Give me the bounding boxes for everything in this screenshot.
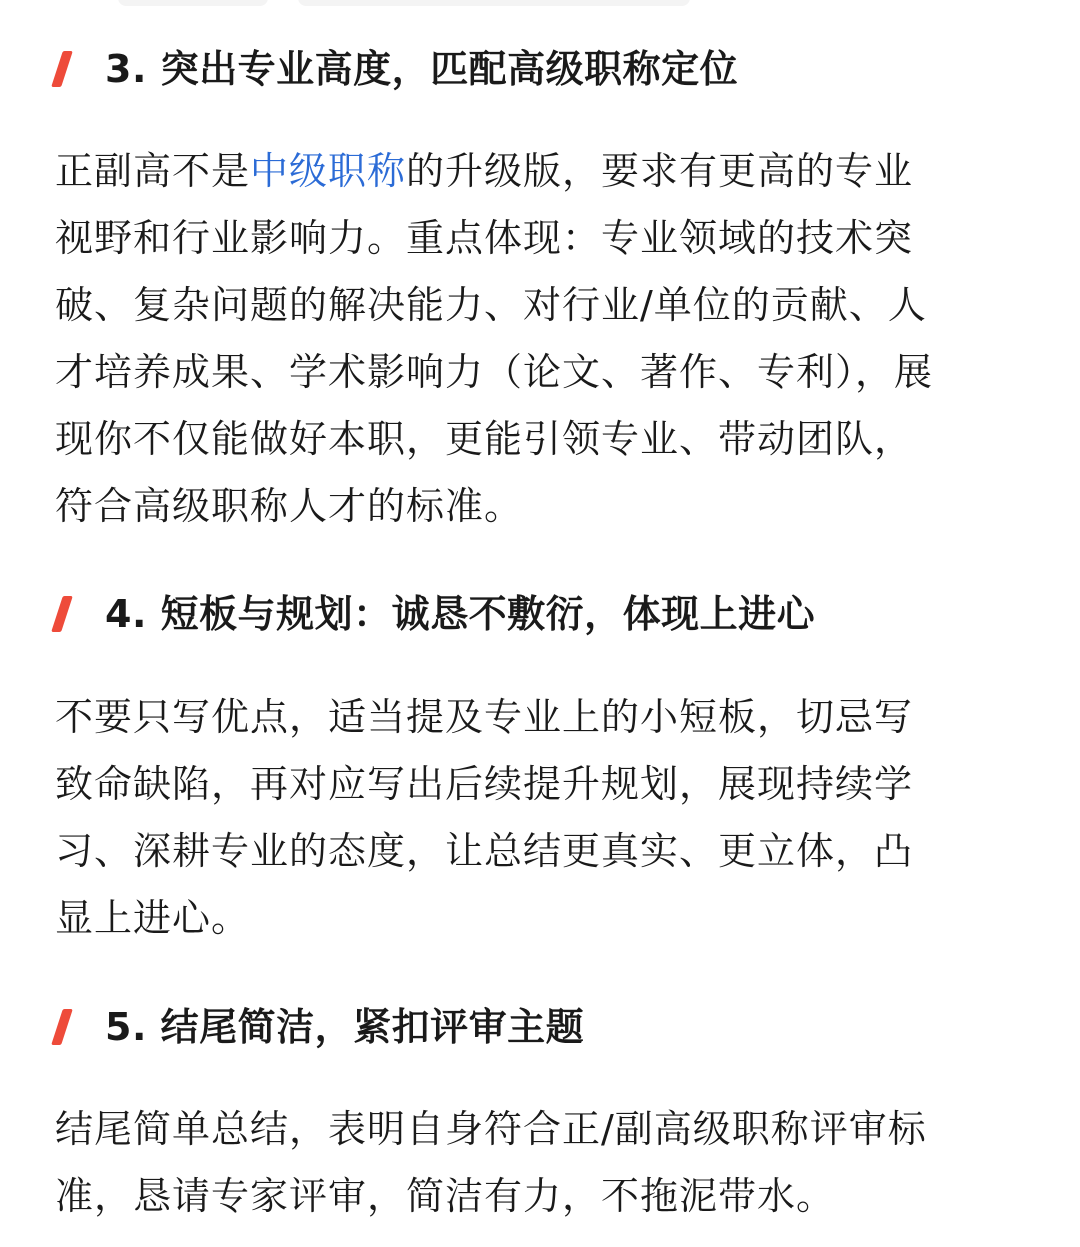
term-link[interactable]: 中级职称	[250, 149, 407, 193]
top-cutoff-element	[298, 0, 690, 6]
paragraph-line: 不要只写优点，适当提及专业上的小短板，切忌写	[55, 695, 914, 739]
top-cutoff-element	[118, 0, 268, 6]
slash-marker-icon	[51, 1009, 73, 1045]
heading-text: 3. 突出专业高度，匹配高级职称定位	[105, 47, 739, 91]
heading-text: 5. 结尾简洁，紧扣评审主题	[105, 1005, 585, 1049]
paragraph-line: 破、复杂问题的解决能力、对行业/单位的贡献、人	[55, 283, 927, 327]
heading-text: 4. 短板与规划：诚恳不敷衍，体现上进心	[105, 592, 816, 636]
text-run: 的升级版，要求有更高的专业	[406, 149, 914, 193]
paragraph-line: 结尾简单总结，表明自身符合正/副高级职称评审标	[55, 1107, 927, 1151]
paragraph-5	[55, 1096, 927, 1230]
paragraph-line: 显上进心。	[55, 896, 251, 940]
paragraph-3	[55, 138, 933, 540]
slash-marker-icon	[51, 596, 73, 632]
slash-marker-icon	[51, 51, 73, 87]
paragraph-line: 符合高级职称人才的标准。	[55, 484, 524, 528]
paragraph-line: 视野和行业影响力。重点体现：专业领域的技术突	[55, 216, 914, 260]
paragraph-line	[55, 138, 933, 205]
paragraph-line: 现你不仅能做好本职，更能引领专业、带动团队，	[55, 417, 914, 461]
text-run: 正副高不是	[55, 149, 251, 193]
paragraph-4	[55, 684, 913, 952]
paragraph-line: 习、深耕专业的态度，让总结更真实、更立体，凸	[55, 829, 914, 873]
paragraph-line: 致命缺陷，再对应写出后续提升规划，展现持续学	[55, 762, 914, 806]
paragraph-line: 才培养成果、学术影响力（论文、著作、专利），展	[55, 350, 934, 394]
paragraph-line: 准，恳请专家评审，简洁有力，不拖泥带水。	[55, 1174, 836, 1218]
